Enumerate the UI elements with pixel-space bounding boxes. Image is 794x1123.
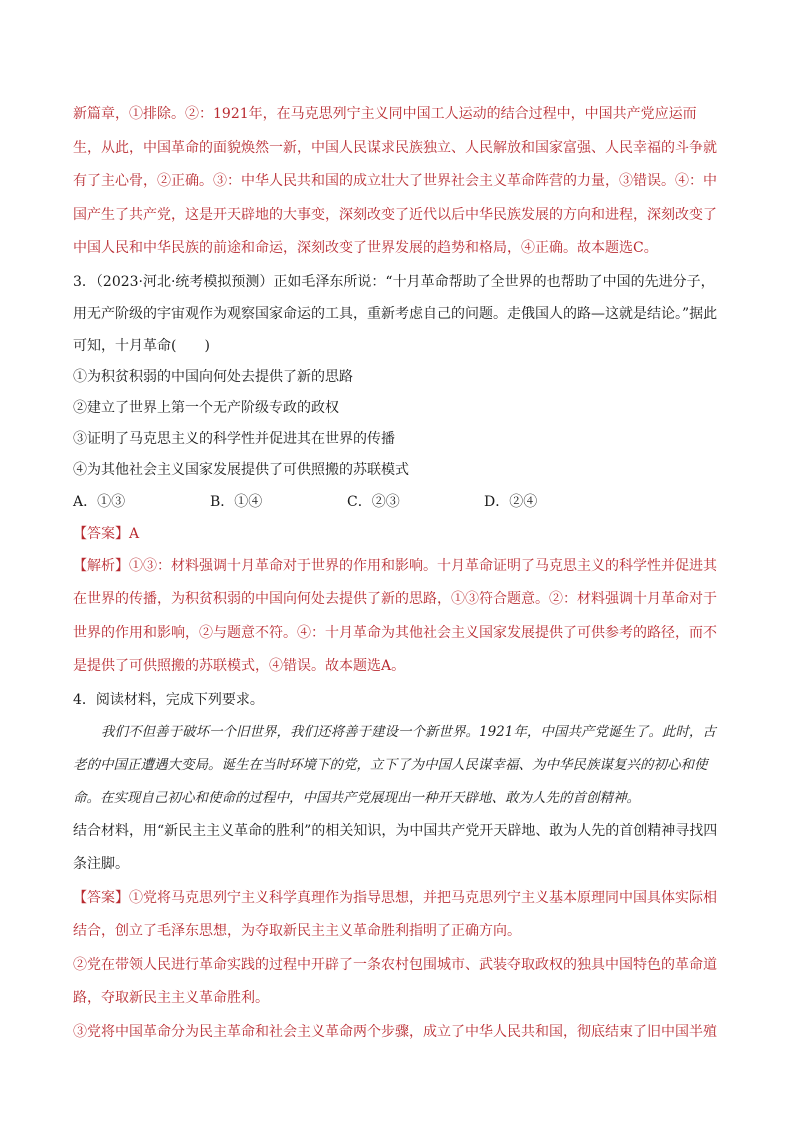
- choice-d: D．②④: [484, 493, 538, 510]
- question-4-task: 结合材料，用“新民主主义革命的胜利”的相关知识，为中国共产党开天辟地、敢为人先的首创精神寻找四条注脚。: [73, 822, 718, 872]
- answer-value: A: [129, 525, 140, 542]
- answer-tag: 【答案】: [73, 525, 129, 542]
- question-3-option-2: ②建立了世界上第一个无产阶级专政的政权: [73, 399, 339, 416]
- question-3-option-1: ①为积贫积弱的中国向何处去提供了新的思路: [73, 368, 353, 385]
- question-4-stem: 4．阅读材料，完成下列要求。: [73, 691, 264, 708]
- question-3-option-4: ④为其他社会主义国家发展提供了可供照搬的苏联模式: [73, 461, 409, 478]
- question-3-choices: [73, 486, 723, 518]
- previous-analysis-text: 新篇章，①排除。②：1921年，在马克思列宁主义同中国工人运动的结合过程中，中国共产党应运而生，从此，中国革命的面貌焕然一新，中国人民谋求民族独立、人民解放和国家富强、人民幸福的斗争就有了主心骨，②正确。③：中华人民共和国的成立壮大了世界社会主义革命阵营的力量，③错误。④：中国产生了共产党，这是开天辟地的大事变，深刻改变了近代以后中华民族发展的方向和进程，深刻改变了中国人民和中华民族的前途和命运，深刻改变了世界发展的趋势和格局，④正确。故本题选C。: [73, 106, 717, 256]
- question-4-answer-2: ②党在带领人民进行革命实践的过程中开辟了一条农村包围城市、武装夺取政权的独具中国特色的革命道路，夺取新民主主义革命胜利。: [73, 956, 717, 1006]
- question-4-material: 我们不但善于破坏一个旧世界，我们还将善于建设一个新世界。1921年，中国共产党诞生了。此时，古老的中国正遭遇大变局。诞生在当时环境下的党，立下了为中国人民谋幸福、为中华民族谋复兴的初心和使命。在实现自己初心和使命的过程中，中国共产党展现出一种开天辟地、敢为人先的首创精神。: [73, 723, 716, 806]
- question-3-option-3: ③证明了马克思主义的科学性并促进其在世界的传播: [73, 430, 395, 447]
- choice-c: C．②③: [347, 493, 400, 510]
- choice-a: A．①③: [73, 493, 126, 510]
- answer-point-1: ①党将马克思列宁主义科学真理作为指导思想，并把马克思列宁主义基本原理同中国具体实际相结合，创立了毛泽东思想，为夺取新民主主义革命胜利指明了正确方向。: [73, 889, 717, 939]
- analysis-tag: 【解析】: [73, 557, 129, 574]
- question-4-answer-3: ③党将中国革命分为民主革命和社会主义革命两个步骤，成立了中华人民共和国，彻底结束了旧中国半殖: [73, 1023, 717, 1040]
- document-page: [73, 98, 723, 1049]
- question-3-answer: [73, 518, 723, 550]
- question-4-answer-1: [73, 882, 723, 949]
- question-3-stem: 3．（2023·河北·统考模拟预测）正如毛泽东所说：“十月革命帮助了全世界的也帮助了中国的先进分子，用无产阶级的宇宙观作为观察国家命运的工具，重新考虑自己的问题。走俄国人的路—这就是结论。”据此可知，十月革命( ): [73, 273, 718, 354]
- question-3-analysis: [73, 550, 723, 684]
- choice-b: B．①④: [210, 493, 263, 510]
- analysis-text: ①③：材料强调十月革命对于世界的作用和影响。十月革命证明了马克思主义的科学性并促进其在世界的传播，为积贫积弱的中国向何处去提供了新的思路，①③符合题意。②：材料强调十月革命对于世界的作用和影响，②与题意不符。④：十月革命为其他社会主义国家发展提供了可供参考的路径，而不是提供了可供照搬的苏联模式，④错误。故本题选A。: [73, 557, 717, 674]
- answer-tag: 【答案】: [73, 889, 129, 906]
